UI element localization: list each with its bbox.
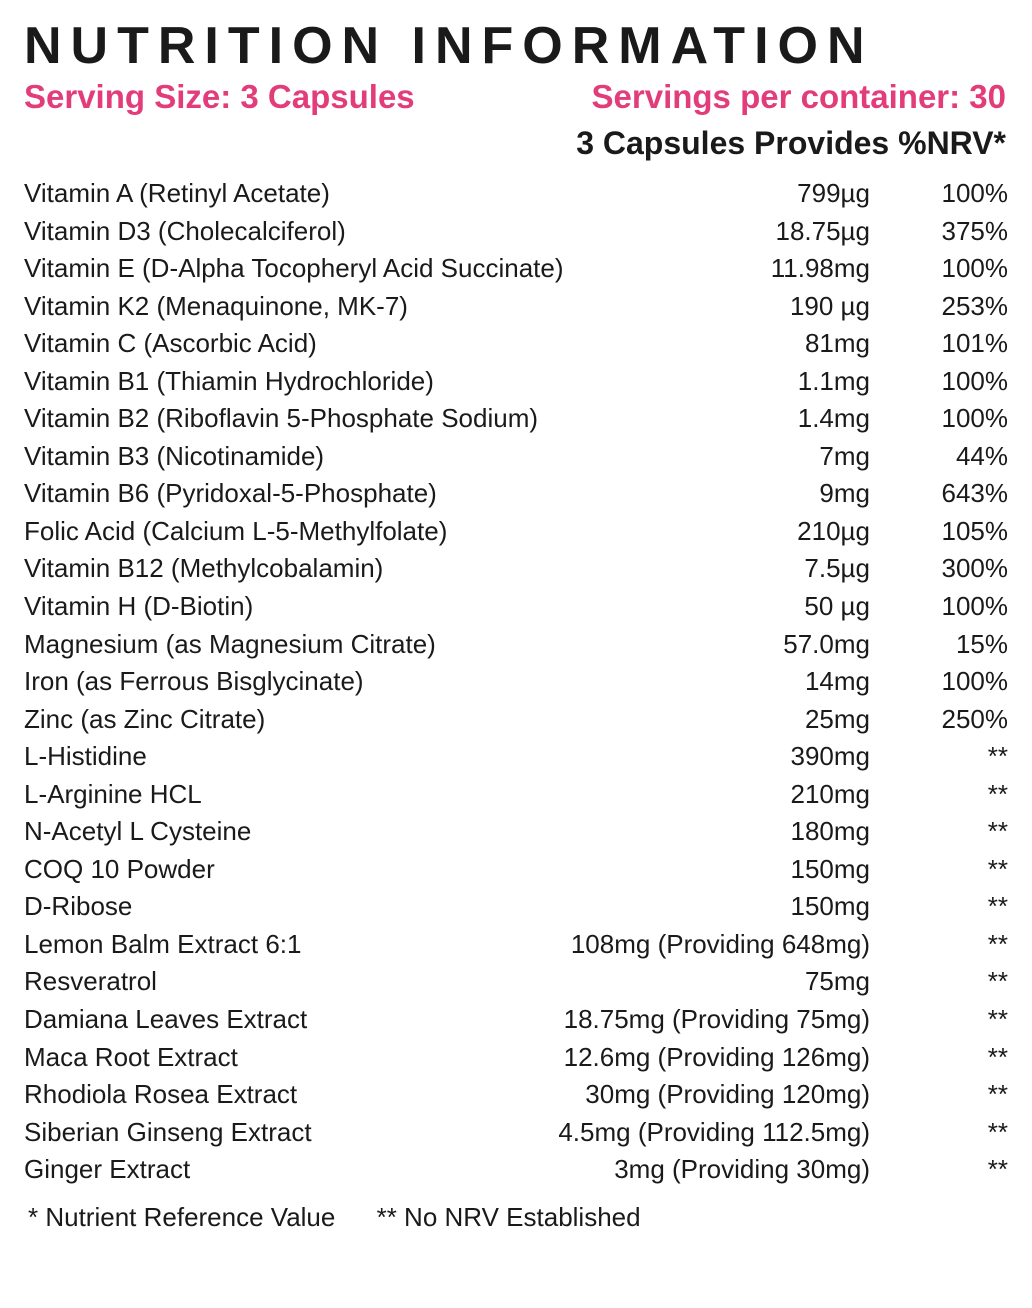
nutrient-name: Rhodiola Rosea Extract	[24, 1079, 298, 1110]
nutrient-amount: 190 µg	[789, 290, 870, 321]
footnote-no-nrv: ** No NRV Established	[376, 1202, 641, 1232]
nutrient-name: Siberian Ginseng Extract	[24, 1116, 312, 1147]
nutrient-name: L-Arginine HCL	[24, 778, 202, 809]
nutrient-amount: 1.1mg	[797, 365, 870, 396]
nutrient-amount: 75mg	[804, 966, 870, 997]
nutrient-name: Vitamin B12 (Methylcobalamin)	[24, 553, 384, 584]
nutrient-nrv: 100%	[941, 253, 1008, 284]
table-row	[24, 288, 1008, 326]
nutrient-name: N-Acetyl L Cysteine	[24, 816, 252, 847]
table-row	[24, 926, 1008, 964]
nutrient-name: Vitamin B6 (Pyridoxal-5-Phosphate)	[24, 478, 437, 509]
table-row	[24, 738, 1008, 776]
table-row	[24, 363, 1008, 401]
nutrient-amount: 30mg (Providing 120mg)	[585, 1079, 870, 1110]
nutrient-nrv: **	[987, 853, 1008, 884]
nutrient-nrv: **	[987, 966, 1008, 997]
nutrient-name: Damiana Leaves Extract	[24, 1004, 308, 1035]
nutrient-nrv: **	[987, 816, 1008, 847]
nutrient-amount: 12.6mg (Providing 126mg)	[563, 1041, 870, 1072]
nutrient-amount: 1.4mg	[797, 403, 870, 434]
table-row	[24, 325, 1008, 363]
nutrient-name: L-Histidine	[24, 741, 147, 772]
nutrient-amount: 57.0mg	[783, 628, 870, 659]
nutrient-table	[24, 175, 1008, 1189]
nutrient-amount: 150mg	[790, 891, 870, 922]
servings-per-container: Servings per container: 30	[591, 78, 1006, 115]
nutrient-nrv: 300%	[941, 553, 1008, 584]
table-row	[24, 1076, 1008, 1114]
table-row	[24, 588, 1008, 626]
nutrient-name: Vitamin C (Ascorbic Acid)	[24, 328, 317, 359]
nutrient-nrv: 105%	[941, 515, 1008, 546]
nutrient-name: Lemon Balm Extract 6:1	[24, 928, 302, 959]
nutrient-name: Folic Acid (Calcium L-5-Methylfolate)	[24, 515, 448, 546]
table-row	[24, 963, 1008, 1001]
nutrient-amount: 7.5µg	[804, 553, 870, 584]
table-row	[24, 813, 1008, 851]
nutrient-amount: 11.98mg	[770, 253, 870, 284]
nutrient-nrv: 253%	[941, 290, 1008, 321]
table-row	[24, 213, 1008, 251]
table-row	[24, 888, 1008, 926]
nutrient-amount: 4.5mg (Providing 112.5mg)	[558, 1116, 870, 1147]
table-row	[24, 438, 1008, 476]
nutrient-amount: 50 µg	[804, 591, 870, 622]
nutrient-amount: 108mg (Providing 648mg)	[570, 928, 870, 959]
table-row	[24, 626, 1008, 664]
footnote-nrv: * Nutrient Reference Value	[28, 1202, 336, 1232]
nutrient-nrv: 100%	[941, 591, 1008, 622]
footnotes	[28, 1199, 641, 1236]
nutrient-nrv: 100%	[941, 365, 1008, 396]
nutrient-nrv: 100%	[941, 666, 1008, 697]
nutrient-name: Iron (as Ferrous Bisglycinate)	[24, 666, 364, 697]
nutrient-name: D-Ribose	[24, 891, 133, 922]
nutrient-nrv: **	[987, 891, 1008, 922]
table-row	[24, 1114, 1008, 1152]
nutrient-nrv: 101%	[941, 328, 1008, 359]
nutrient-amount: 7mg	[819, 440, 870, 471]
nutrient-amount: 3mg (Providing 30mg)	[614, 1154, 870, 1185]
nutrient-nrv: **	[987, 1041, 1008, 1072]
nutrient-nrv: 375%	[941, 215, 1008, 246]
page-title: NUTRITION INFORMATION	[24, 17, 874, 75]
nutrient-nrv: **	[987, 1004, 1008, 1035]
table-row	[24, 701, 1008, 739]
nutrient-amount: 14mg	[804, 666, 870, 697]
serving-size: Serving Size: 3 Capsules	[24, 78, 415, 115]
table-row	[24, 550, 1008, 588]
nutrient-nrv: **	[987, 778, 1008, 809]
nutrient-nrv: **	[987, 741, 1008, 772]
table-row	[24, 1151, 1008, 1189]
nutrient-nrv: 15%	[955, 628, 1008, 659]
table-row	[24, 175, 1008, 213]
nutrient-amount: 390mg	[790, 741, 870, 772]
nutrient-name: Vitamin E (D-Alpha Tocopheryl Acid Succinate)	[24, 253, 564, 284]
nutrient-name: Zinc (as Zinc Citrate)	[24, 703, 266, 734]
table-row	[24, 663, 1008, 701]
nutrient-amount: 799µg	[797, 178, 870, 208]
table-row	[24, 250, 1008, 288]
nutrient-name: COQ 10 Powder	[24, 853, 215, 884]
nutrient-name: Vitamin B1 (Thiamin Hydrochloride)	[24, 365, 434, 396]
table-row	[24, 1039, 1008, 1077]
nutrient-nrv: 643%	[941, 478, 1008, 509]
nutrient-nrv: 250%	[941, 703, 1008, 734]
nutrient-nrv: 100%	[941, 178, 1008, 208]
table-row	[24, 1001, 1008, 1039]
nutrient-amount: 18.75µg	[775, 215, 870, 246]
nutrient-name: Vitamin A (Retinyl Acetate)	[24, 178, 330, 208]
nutrient-name: Maca Root Extract	[24, 1041, 238, 1072]
nutrient-nrv: **	[987, 1154, 1008, 1185]
nutrient-name: Vitamin H (D-Biotin)	[24, 591, 254, 622]
nutrient-nrv: 44%	[955, 440, 1008, 471]
nutrient-amount: 9mg	[819, 478, 870, 509]
nutrient-amount: 210µg	[797, 515, 870, 546]
nutrient-name: Vitamin B2 (Riboflavin 5-Phosphate Sodium)	[24, 403, 539, 434]
nutrient-nrv: **	[987, 1116, 1008, 1147]
nutrient-name: Vitamin D3 (Cholecalciferol)	[24, 215, 346, 246]
nutrient-amount: 25mg	[804, 703, 870, 734]
table-row	[24, 400, 1008, 438]
column-header: 3 Capsules Provides %NRV*	[576, 125, 1006, 161]
table-row	[24, 776, 1008, 814]
nutrient-amount: 210mg	[790, 778, 870, 809]
nutrient-amount: 81mg	[804, 328, 870, 359]
nutrient-name: Resveratrol	[24, 966, 157, 997]
nutrient-name: Ginger Extract	[24, 1154, 191, 1185]
nutrient-amount: 180mg	[790, 816, 870, 847]
nutrient-nrv: **	[987, 1079, 1008, 1110]
table-row	[24, 851, 1008, 889]
nutrient-amount: 18.75mg (Providing 75mg)	[563, 1004, 870, 1035]
nutrient-name: Vitamin K2 (Menaquinone, MK-7)	[24, 290, 408, 321]
table-row	[24, 513, 1008, 551]
nutrient-name: Vitamin B3 (Nicotinamide)	[24, 440, 325, 471]
nutrient-nrv: 100%	[941, 403, 1008, 434]
nutrient-amount: 150mg	[790, 853, 870, 884]
table-row	[24, 475, 1008, 513]
nutrient-nrv: **	[987, 928, 1008, 959]
nutrient-name: Magnesium (as Magnesium Citrate)	[24, 628, 436, 659]
